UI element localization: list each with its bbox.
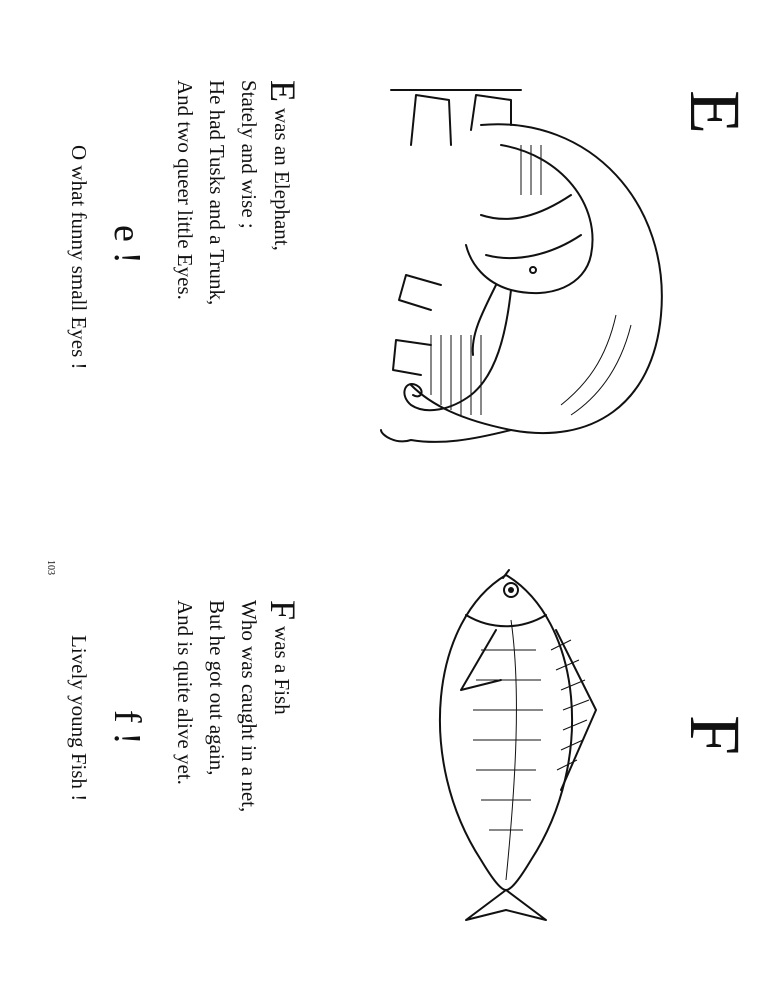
elephant-tagline: O what funny small Eyes ! xyxy=(67,145,91,370)
fish-illustration-icon xyxy=(421,560,591,920)
fish-tagline: Lively young Fish ! xyxy=(67,635,91,802)
elephant-verse-line-4: And two queer little Eyes. xyxy=(173,80,197,300)
fish-verse-line-3: But he got out again, xyxy=(205,600,229,776)
elephant-verse-line-1: Ewas an Elephant, xyxy=(263,80,303,251)
elephant-big-letter: E xyxy=(675,90,755,134)
elephant-verse xyxy=(169,80,301,305)
fish-verse-line-4: And is quite alive yet. xyxy=(173,600,197,785)
elephant-illustration-icon xyxy=(381,85,711,465)
fish-verse-line-2: Who was caught in a net, xyxy=(237,600,261,813)
page-number: 103 xyxy=(45,560,56,575)
elephant-verse-initial: E xyxy=(263,80,303,102)
elephant-verse-line-3: He had Tusks and a Trunk, xyxy=(205,80,229,306)
fish-exclaim: f ! xyxy=(106,710,148,745)
fish-big-letter: F xyxy=(675,715,755,756)
fish-verse xyxy=(169,600,301,812)
fish-verse-initial: F xyxy=(263,600,303,621)
fish-verse-line-1: Fwas a Fish xyxy=(263,600,303,715)
elephant-verse-line-2: Stately and wise ; xyxy=(237,80,261,229)
elephant-exclaim: e ! xyxy=(106,225,148,265)
